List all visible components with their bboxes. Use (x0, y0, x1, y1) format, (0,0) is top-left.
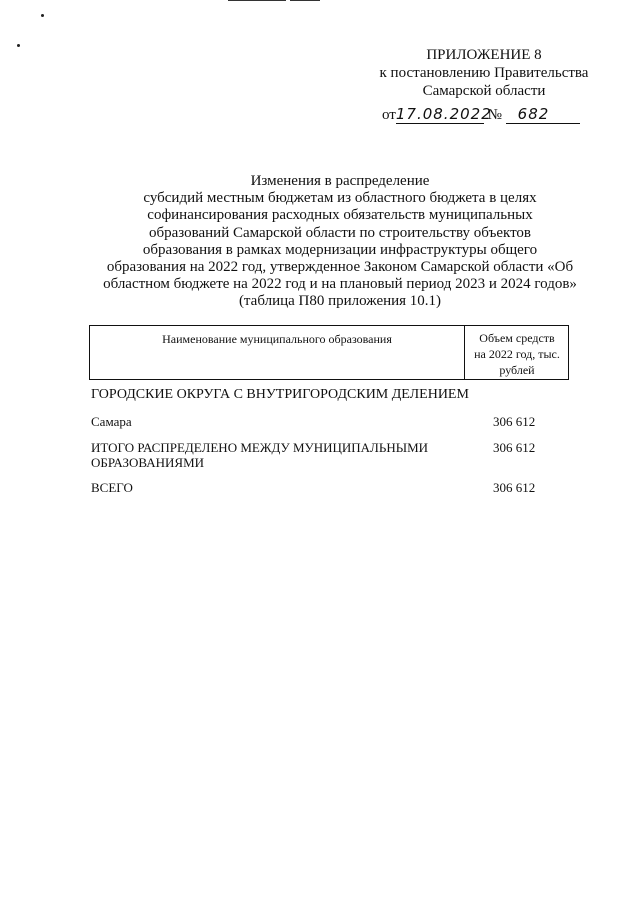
title-line: (таблица П80 приложения 10.1) (238, 293, 442, 310)
appendix-line2: к постановлению Правительства (379, 65, 589, 81)
date-prefix: от (382, 107, 396, 123)
title-line: образования в рамках модернизации инфраструктуры общего (142, 241, 538, 258)
column-header-volume-line: рублей (499, 363, 535, 377)
title-line: образований Самарской области по строительству объектов (148, 224, 532, 241)
scan-artifact-dot (41, 14, 44, 17)
title-line: софинансирования расходных обязательств муниципальных (147, 207, 533, 224)
table-row-label (91, 440, 428, 470)
table-row-label: ВСЕГО (91, 480, 133, 495)
appendix-line3: Самарской области (422, 83, 546, 99)
title-line: образования на 2022 год, утвержденное Законом Самарской области «Об (106, 259, 574, 276)
column-header-name: Наименование муниципального образования (162, 332, 392, 346)
document-title (90, 173, 590, 311)
table-row-label-line: ОБРАЗОВАНИЯМИ (91, 455, 205, 470)
column-header-volume (465, 330, 569, 378)
number-prefix: № (487, 107, 502, 123)
section-heading: ГОРОДСКИЕ ОКРУГА С ВНУТРИГОРОДСКИМ ДЕЛЕНИЕМ (91, 387, 469, 402)
scan-artifact-dot (17, 44, 20, 47)
title-line: областном бюджете на 2022 год и на плановый период 2023 и 2024 годов» (103, 276, 577, 293)
decree-date-line (382, 105, 580, 124)
table-row-value: 306 612 (493, 480, 536, 495)
appendix-title: ПРИЛОЖЕНИЕ 8 (426, 47, 542, 63)
scan-artifact-line (290, 0, 320, 1)
scan-artifact-line (228, 0, 286, 1)
table-row-value: 306 612 (493, 440, 536, 455)
table-row-label-line: ИТОГО РАСПРЕДЕЛЕНО МЕЖДУ МУНИЦИПАЛЬНЫМИ (91, 440, 429, 455)
appendix-block (360, 46, 608, 100)
table-row-value: 306 612 (493, 414, 536, 429)
column-header-volume-line: на 2022 год, тыс. (474, 347, 560, 361)
title-line: Изменения в распределение (250, 173, 430, 189)
table-row-label: Самара (91, 414, 132, 429)
column-header-volume-line: Объем средств (479, 331, 555, 345)
handwritten-number: 682 (506, 105, 580, 124)
table-header (89, 325, 569, 380)
handwritten-date: 17.08.2022 (395, 105, 492, 123)
title-line: субсидий местным бюджетам из областного бюджета в целях (143, 190, 537, 207)
